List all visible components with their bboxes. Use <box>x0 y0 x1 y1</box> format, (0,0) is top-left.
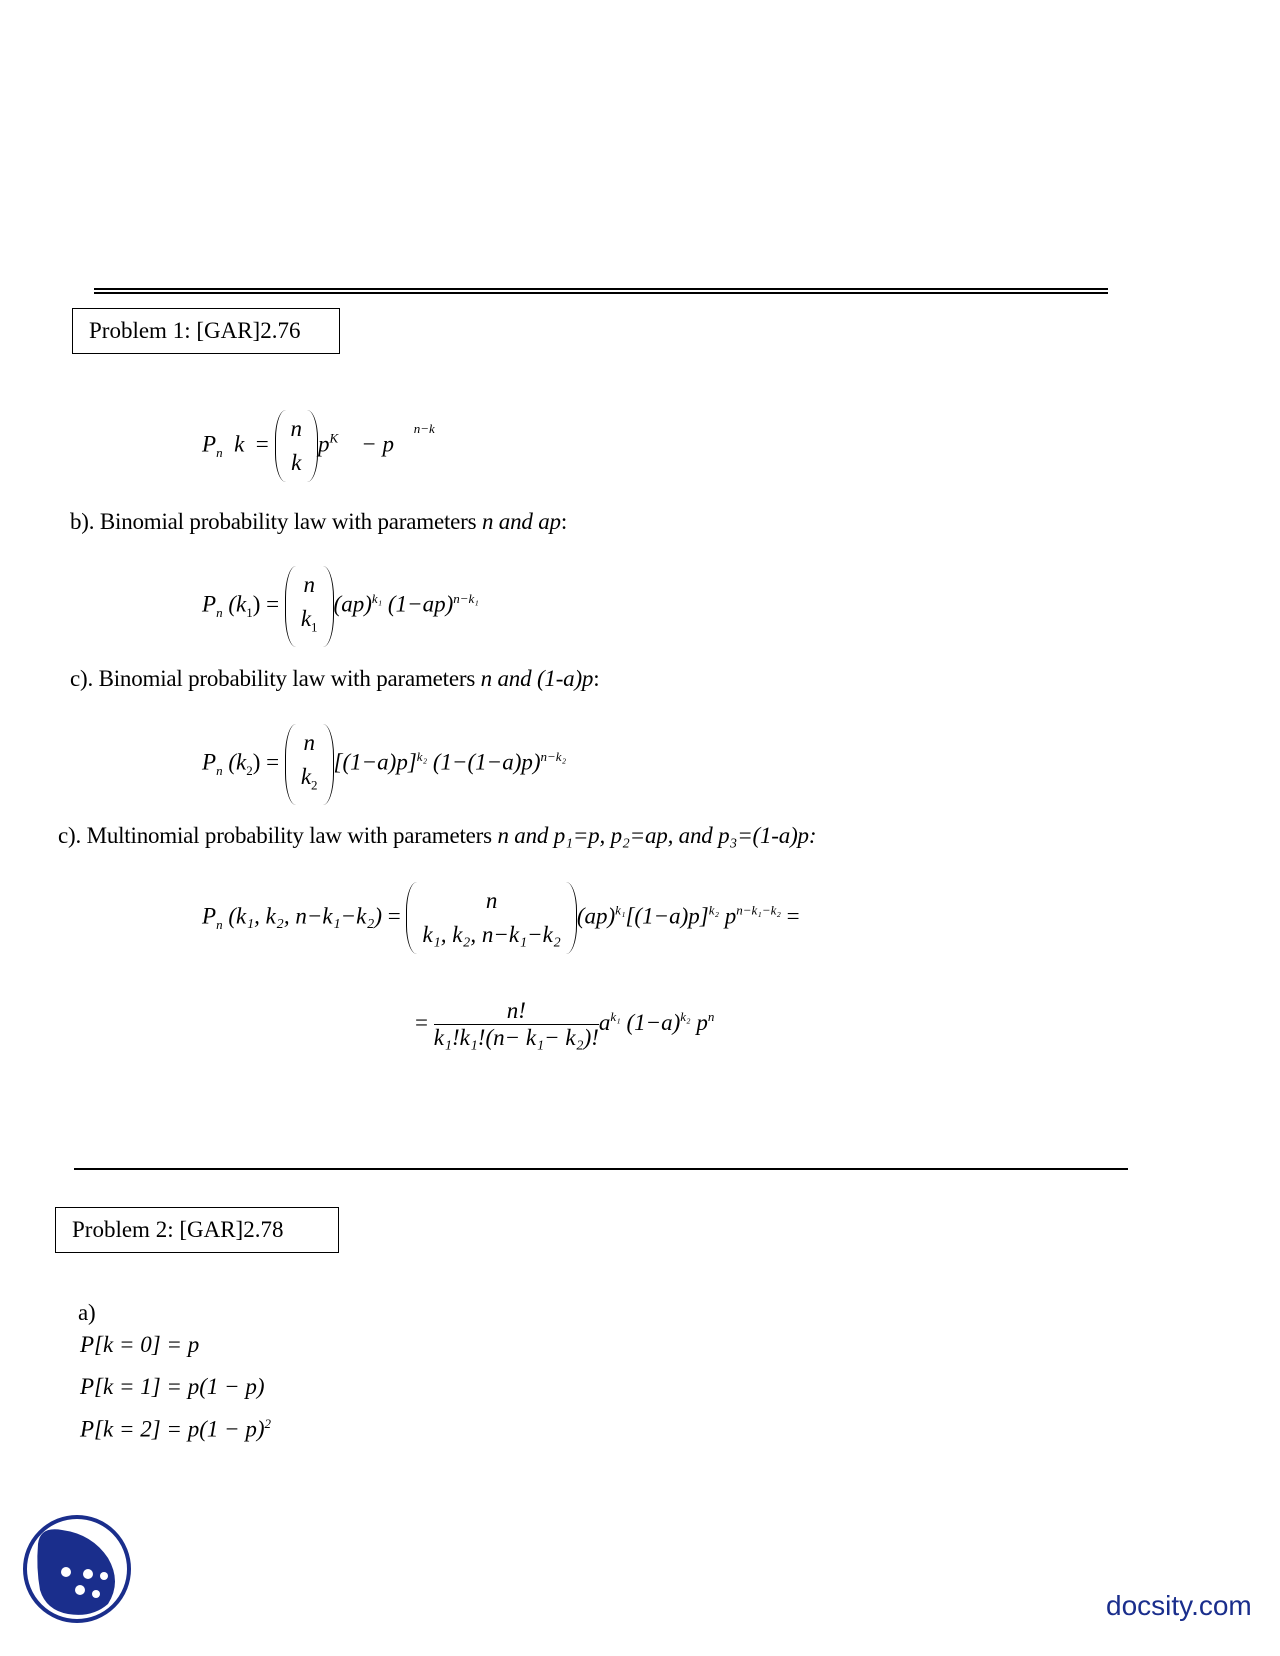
eq-c-term1: [(1−a)p] <box>333 749 417 775</box>
eq-b-lhs-sub: n <box>216 605 223 621</box>
eq-c-term1-sup: k₂ <box>416 748 428 764</box>
eq-b-arg-sub: 1 <box>246 605 253 621</box>
eq-d2-term1: a <box>598 1009 611 1035</box>
eq-d-term2-sup: k₂ <box>708 902 720 918</box>
eq-a-binom-top: n <box>290 416 303 441</box>
eq-c-term2: (1−(1−a)p) <box>432 749 541 775</box>
eq-a-arg: k <box>234 431 245 457</box>
p2-line-3 <box>80 1416 271 1443</box>
eq-d-binom-top: n <box>485 888 498 913</box>
equation-b: $P_n$ $(k_1)$ = n $k_1(ap)^{k_1}$ $(1-ap)^{n-k_1}$ <box>202 566 479 647</box>
equation-d-line2: = $\frac{n!}{\text{k₁!k₁!(n− k₁− k₂)!}}$ $a^{k_1}$ $(1-a)^{k_2}$ $p^n$ <box>415 998 715 1050</box>
equation-c: $P_n$ $(k_2)$ = n $k_2[(1-a)p]^{k_2}$ $(1-(1-a)p)^{n-k_2}$ <box>202 724 566 805</box>
part-d-params: n and p₁=p, p₂=ap, and p₃=(1-a)p: <box>497 823 817 848</box>
eq-b-binomial <box>285 566 334 647</box>
p2-line-2: P[k = 1] = p(1 − p) <box>80 1374 265 1399</box>
section-separator <box>74 1168 1128 1170</box>
eq-b-binom-top: n <box>303 572 315 597</box>
eq-c-term2-sup: n−k₂ <box>540 748 567 764</box>
eq-d-numerator: n! <box>506 998 526 1023</box>
eq-b-term1: (ap) <box>333 591 372 617</box>
equation-d-line1: $P_n$ (k₁, k₂, n−k₁−k₂) = n k₁, k₂, $n-k_1-k_2(ap)^{k_1}[(1-a)p]^{k_2}$ $p^{n-k_1-k_2}$ = <box>202 882 800 954</box>
eq-b-binom-bot: k <box>300 606 312 631</box>
eq-c-arg: (k <box>228 749 247 775</box>
eq-d-term3-sup: n−k₁−k₂ <box>736 902 781 918</box>
part-b-text: b). Binomial probability law with parameters <box>70 509 477 534</box>
part-b-params: n and ap <box>481 509 561 534</box>
eq-d2-term3-sup: n <box>707 1009 715 1025</box>
eq-d-equals: = <box>786 903 800 929</box>
eq-d-fraction <box>434 998 599 1051</box>
part-b-label: b). Binomial probability law with parameters n and ap: <box>70 509 568 534</box>
eq-c-arg-sub: 2 <box>246 763 253 779</box>
eq-c-binom-top: n <box>303 730 315 755</box>
eq-d-lhs-sub: n <box>216 916 223 932</box>
eq-b-term1-sup: k₁ <box>371 590 383 606</box>
part-c-params: n and (1-a)p <box>480 666 594 691</box>
eq-a-binomial <box>275 410 319 482</box>
eq-d-denominator: k₁!k₁!(n− k₁− k₂)! <box>433 1025 599 1050</box>
eq-a-binom-bot: k <box>291 450 302 475</box>
problem-2-title-box <box>55 1207 339 1253</box>
p2-line-1: P[k = 0] = p <box>80 1332 200 1357</box>
equation-a: $P_n$ k = n $kp^K$ − p $^{n-k}$ <box>202 410 421 482</box>
problem-2-title: Problem 2: [GAR]2.78 <box>72 1217 284 1242</box>
part-d-text: c). Multinomial probability law with parameters <box>58 823 492 848</box>
part-c-label: c). Binomial probability law with parameters n and (1-a)p: <box>70 666 600 691</box>
eq-d-term1-sup: k₁ <box>615 902 626 918</box>
eq-d2-term2-sup: k₂ <box>680 1009 691 1025</box>
eq-c-lhs-sub: n <box>216 763 223 779</box>
docsity-logo-icon <box>22 1514 132 1624</box>
eq-c-binomial <box>285 724 334 805</box>
eq-d-term1: (ap) <box>576 903 616 929</box>
eq-b-term2-sup: n−k₁ <box>453 590 479 606</box>
problem-1-title: Problem 1: [GAR]2.76 <box>89 318 301 343</box>
eq-b-arg: (k <box>228 591 247 617</box>
eq-a-lhs-sub: n <box>216 444 223 460</box>
eq-d-lhs: P <box>202 903 217 929</box>
eq-a-minus-sup: n−k <box>413 420 435 436</box>
eq-b-lhs: P <box>202 591 217 617</box>
eq-d-arg: (k₁, k₂, n−k₁−k₂) <box>228 903 382 929</box>
eq-b-binom-bot-sub: 1 <box>311 619 318 635</box>
eq-d2-term2: (1−a) <box>626 1009 681 1035</box>
eq-b-term2: (1−ap) <box>387 591 454 617</box>
top-double-rule <box>94 288 1108 294</box>
eq-d-term2: [(1−a)p] <box>625 903 709 929</box>
eq-c-lhs: P <box>202 749 217 775</box>
p2-line-3-text: P[k = 2] = p(1 − p) <box>80 1416 265 1442</box>
eq-d2-term1-sup: k₁ <box>610 1009 621 1025</box>
docsity-brand[interactable]: docsity.com <box>1106 1590 1252 1621</box>
eq-a-p-sup: K <box>329 430 339 446</box>
eq-d-term3: p <box>724 903 737 929</box>
part-c-text: c). Binomial probability law with parameters <box>70 666 476 691</box>
problem-1-title-box <box>72 308 340 354</box>
eq-c-binom-bot: k <box>300 764 312 789</box>
eq-d-multinomial <box>406 882 576 954</box>
eq-a-minus-p: − p <box>361 431 394 457</box>
part-d-label <box>58 823 816 849</box>
eq-d-binom-bot: k₁, k₂, n−k₁−k₂ <box>422 922 561 947</box>
problem-2-part-a: a) <box>78 1300 96 1325</box>
eq-c-binom-bot-sub: 2 <box>311 777 318 793</box>
eq-d2-term3: p <box>696 1009 708 1035</box>
p2-line-3-sup: 2 <box>264 1416 272 1431</box>
eq-a-p: p <box>318 431 330 457</box>
eq-a-lhs: P <box>202 431 217 457</box>
